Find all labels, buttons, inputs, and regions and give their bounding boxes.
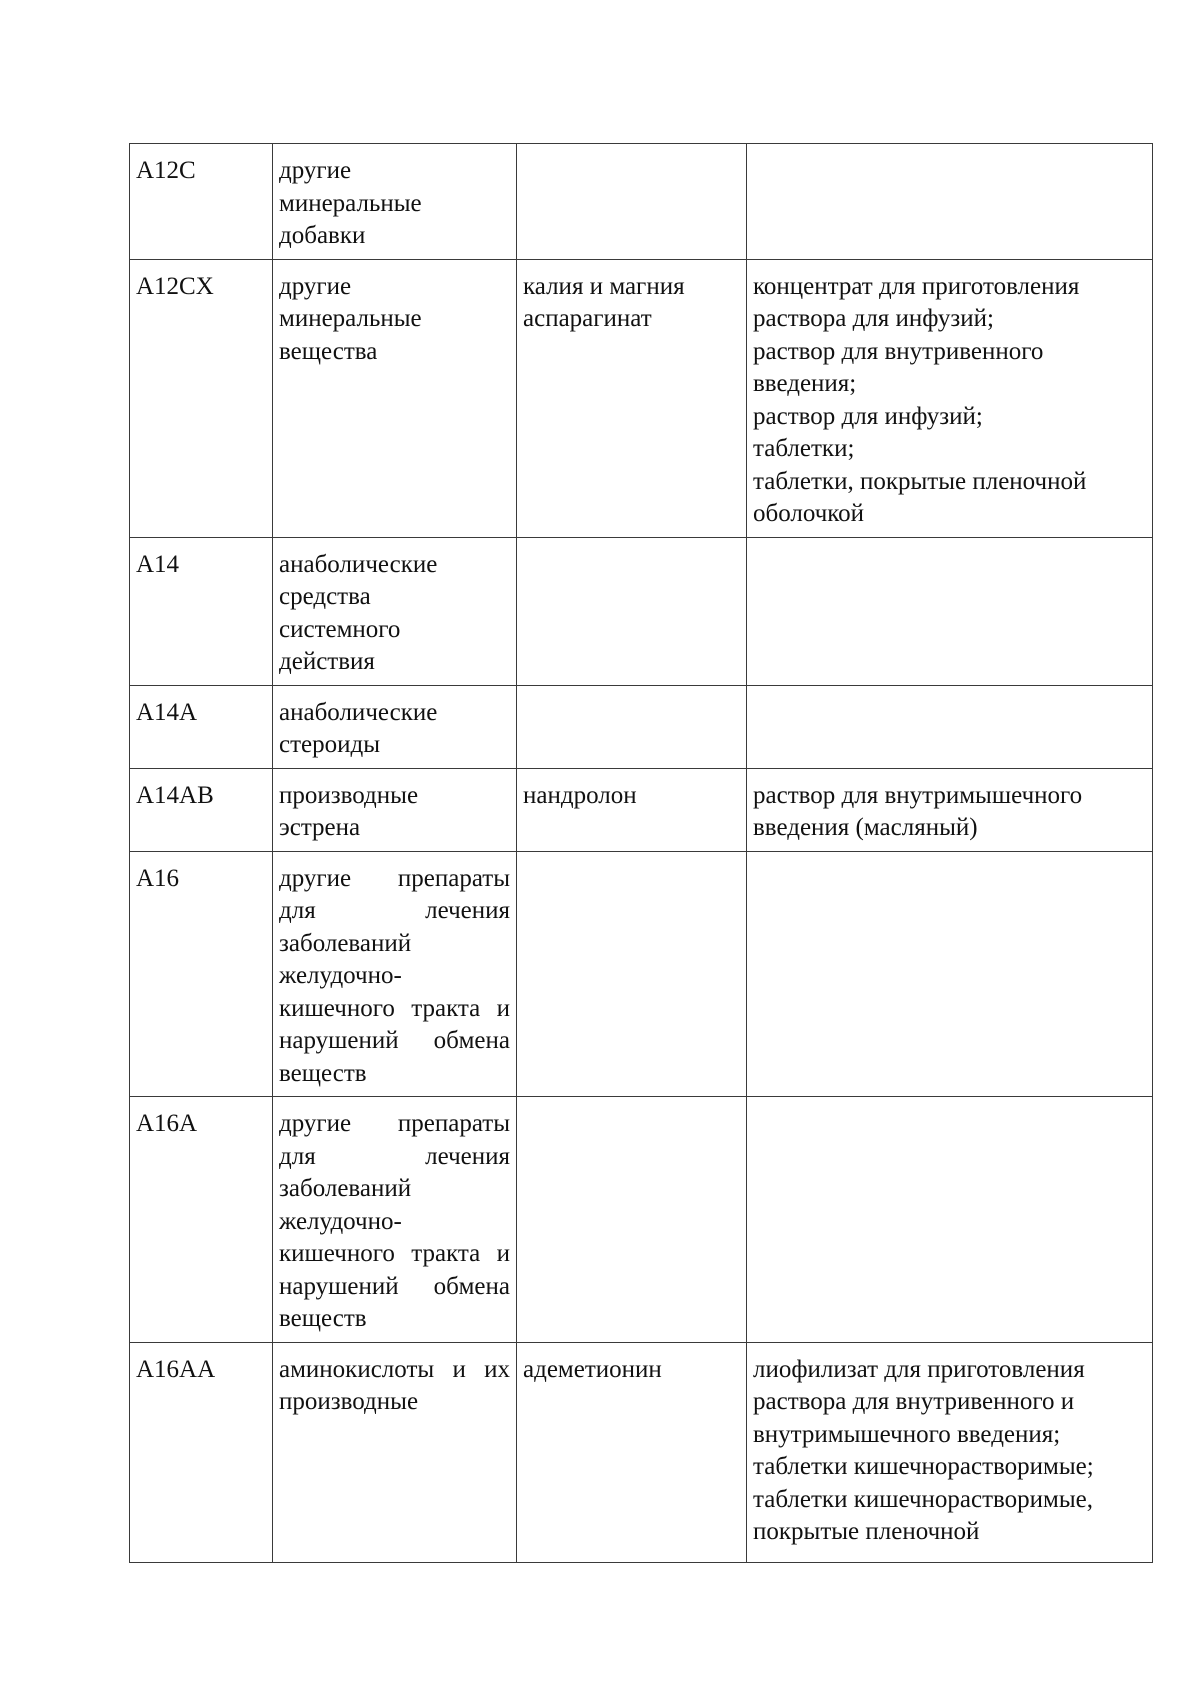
- cell-line: таблетки кишечнорастворимые,: [753, 1485, 1093, 1513]
- cell-line: введения (масляный): [753, 814, 978, 841]
- atc-code-cell: A16: [130, 851, 273, 1097]
- dosage-form-cell: [747, 144, 1153, 260]
- cell-line: концентрат для приготовления: [753, 272, 1080, 300]
- table-row: [130, 144, 1153, 260]
- cell-line: нандролон: [523, 781, 637, 809]
- group-name-cell: [273, 259, 517, 537]
- atc-code-cell: A14A: [130, 685, 273, 768]
- atc-code-cell: A16AA: [130, 1342, 273, 1562]
- cell-line: другие: [279, 272, 352, 300]
- table-row: [130, 851, 1153, 1097]
- cell-line: оболочкой: [753, 500, 865, 527]
- cell-line: минеральные: [279, 305, 422, 332]
- atc-code-cell: A12CX: [130, 259, 273, 537]
- cell-line: раствор для внутримышечного: [753, 781, 1083, 809]
- cell-line: другие: [279, 157, 352, 184]
- cell-line: таблетки, покрытые пленочной: [753, 467, 1087, 495]
- drug-name-cell: [517, 144, 747, 260]
- dosage-form-cell: [747, 1342, 1153, 1562]
- table-row: [130, 768, 1153, 851]
- cell-line: раствора для инфузий;: [753, 305, 994, 332]
- drug-name-cell: [517, 537, 747, 685]
- dosage-form-cell: [747, 851, 1153, 1097]
- cell-line: внутримышечного введения;: [753, 1420, 1061, 1448]
- cell-line: стероиды: [279, 731, 381, 758]
- drug-name-cell: [517, 685, 747, 768]
- cell-line: раствора для внутривенного и: [753, 1388, 1075, 1415]
- cell-line: средства: [279, 583, 371, 610]
- cell-line: системного: [279, 615, 401, 643]
- dosage-form-cell: [747, 537, 1153, 685]
- cell-line: адеметионин: [523, 1355, 662, 1383]
- group-name-cell: аминокислоты и их производные: [273, 1342, 517, 1562]
- cell-line: аспарагинат: [523, 305, 652, 332]
- drug-name-cell: [517, 259, 747, 537]
- cell-line: минеральные: [279, 189, 422, 217]
- dosage-form-cell: [747, 259, 1153, 537]
- drug-name-cell: [517, 1097, 747, 1343]
- dosage-form-cell: [747, 768, 1153, 851]
- atc-code-cell: A14: [130, 537, 273, 685]
- cell-line: эстрена: [279, 814, 361, 841]
- cell-line: анаболические: [279, 550, 438, 578]
- cell-line: лиофилизат для приготовления: [753, 1355, 1085, 1383]
- dosage-form-cell: [747, 1097, 1153, 1343]
- group-name-cell: другие препараты для лечения заболеваний желудочно-кишечного тракта и нарушений обмена веществ: [273, 1097, 517, 1343]
- atc-code-cell: A14AB: [130, 768, 273, 851]
- cell-line: раствор для инфузий;: [753, 402, 983, 430]
- cell-line: калия и магния: [523, 272, 685, 300]
- table-row: [130, 1097, 1153, 1343]
- cell-line: добавки: [279, 222, 366, 249]
- drug-name-cell: [517, 1342, 747, 1562]
- cell-line: анаболические: [279, 698, 438, 726]
- table-row: [130, 1342, 1153, 1562]
- cell-line: действия: [279, 648, 375, 675]
- cell-line: покрытые пленочной: [753, 1518, 980, 1545]
- group-name-cell: другие препараты для лечения заболеваний желудочно-кишечного тракта и нарушений обмена веществ: [273, 851, 517, 1097]
- table-row: [130, 259, 1153, 537]
- drug-name-cell: [517, 851, 747, 1097]
- cell-line: вещества: [279, 337, 378, 365]
- cell-line: таблетки кишечнорастворимые;: [753, 1453, 1094, 1480]
- group-name-cell: [273, 144, 517, 260]
- cell-line: раствор для внутривенного: [753, 337, 1044, 365]
- dosage-form-cell: [747, 685, 1153, 768]
- drug-classification-table: [129, 143, 1153, 1563]
- atc-code-cell: A12C: [130, 144, 273, 260]
- cell-line: введения;: [753, 370, 857, 397]
- group-name-cell: [273, 768, 517, 851]
- group-name-cell: [273, 537, 517, 685]
- cell-line: таблетки;: [753, 435, 855, 462]
- drug-name-cell: [517, 768, 747, 851]
- atc-code-cell: A16A: [130, 1097, 273, 1343]
- group-name-cell: [273, 685, 517, 768]
- table-row: [130, 537, 1153, 685]
- table-row: [130, 685, 1153, 768]
- cell-line: производные: [279, 781, 419, 809]
